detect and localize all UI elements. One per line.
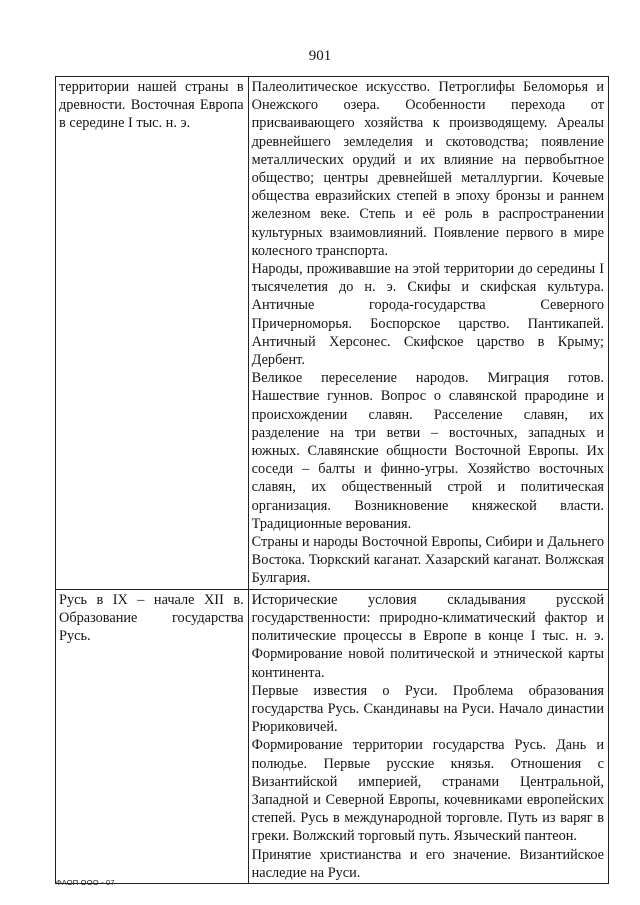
content-paragraph: Первые известия о Руси. Проблема образования государства Русь. Скандинавы на Руси. Начало династии Рюриковичей. (251, 682, 604, 736)
table-row (56, 77, 609, 590)
curriculum-table (55, 76, 609, 884)
document-code-footer: ФАОП ООО - 07 (56, 878, 115, 887)
content-paragraph: Формирование территории государства Русь. Дань и полюдье. Первые русские князья. Отношения с Византийской империей, странами Центральной, Западной и Северной Европы, кочевниками европейских степей. Русь в международной торговле. Путь из варяг в греки. Волжский торговый путь. Языческий пантеон. (251, 737, 604, 845)
content-paragraph: Исторические условия складывания русской государственности: природно-климатический фактор и политические процессы в Европе в конце I тыс. н. э. Формирование новой политической и этнической карты континента. (251, 591, 604, 681)
content-paragraph: Принятие христианства и его значение. Византийское наследие на Руси. (251, 846, 604, 881)
content-cell (249, 77, 609, 589)
page-number: 901 (308, 48, 332, 64)
topic-cell: Русь в IX – начале XII в. Образование государства Русь. (56, 590, 249, 883)
content-paragraph: Народы, проживавшие на этой территории до середины I тысячелетия до н. э. Скифы и скифская культура. Античные города-государства Северного Причерноморья. Боспорское царство. Пантикапей. Античный Херсонес. Скифское царство в Крыму; Дербент. (251, 261, 604, 369)
content-cell (249, 590, 609, 883)
content-paragraph: Палеолитическое искусство. Петроглифы Беломорья и Онежского озера. Особенности перехода от присваивающего хозяйства к производящему. Ареалы древнейшего земледелия и скотоводства; появление металлических орудий и их влияние на первобытное общество; центры древнейшей металлургии. Кочевые общества евразийских степей в эпоху бронзы и раннем железном веке. Степь и её роль в распространении культурных взаимовлияний. Появление первого в мире колесного транспорта. (251, 79, 604, 259)
table-row (56, 590, 609, 884)
topic-cell: территории нашей страны в древности. Восточная Европа в середине I тыс. н. э. (56, 77, 249, 589)
content-paragraph: Страны и народы Восточной Европы, Сибири и Дальнего Востока. Тюркский каганат. Хазарский каганат. Волжская Булгария. (251, 534, 604, 587)
content-paragraph: Великое переселение народов. Миграция готов. Нашествие гуннов. Вопрос о славянской прародине и происхождении славян. Расселение славян, их разделение на три ветви – восточных, западных и южных. Славянские общности Восточной Европы. Их соседи – балты и финно-угры. Хозяйство восточных славян, их общественный строй и политическая организация. Возникновение княжеской власти. Традиционные верования. (251, 370, 604, 532)
